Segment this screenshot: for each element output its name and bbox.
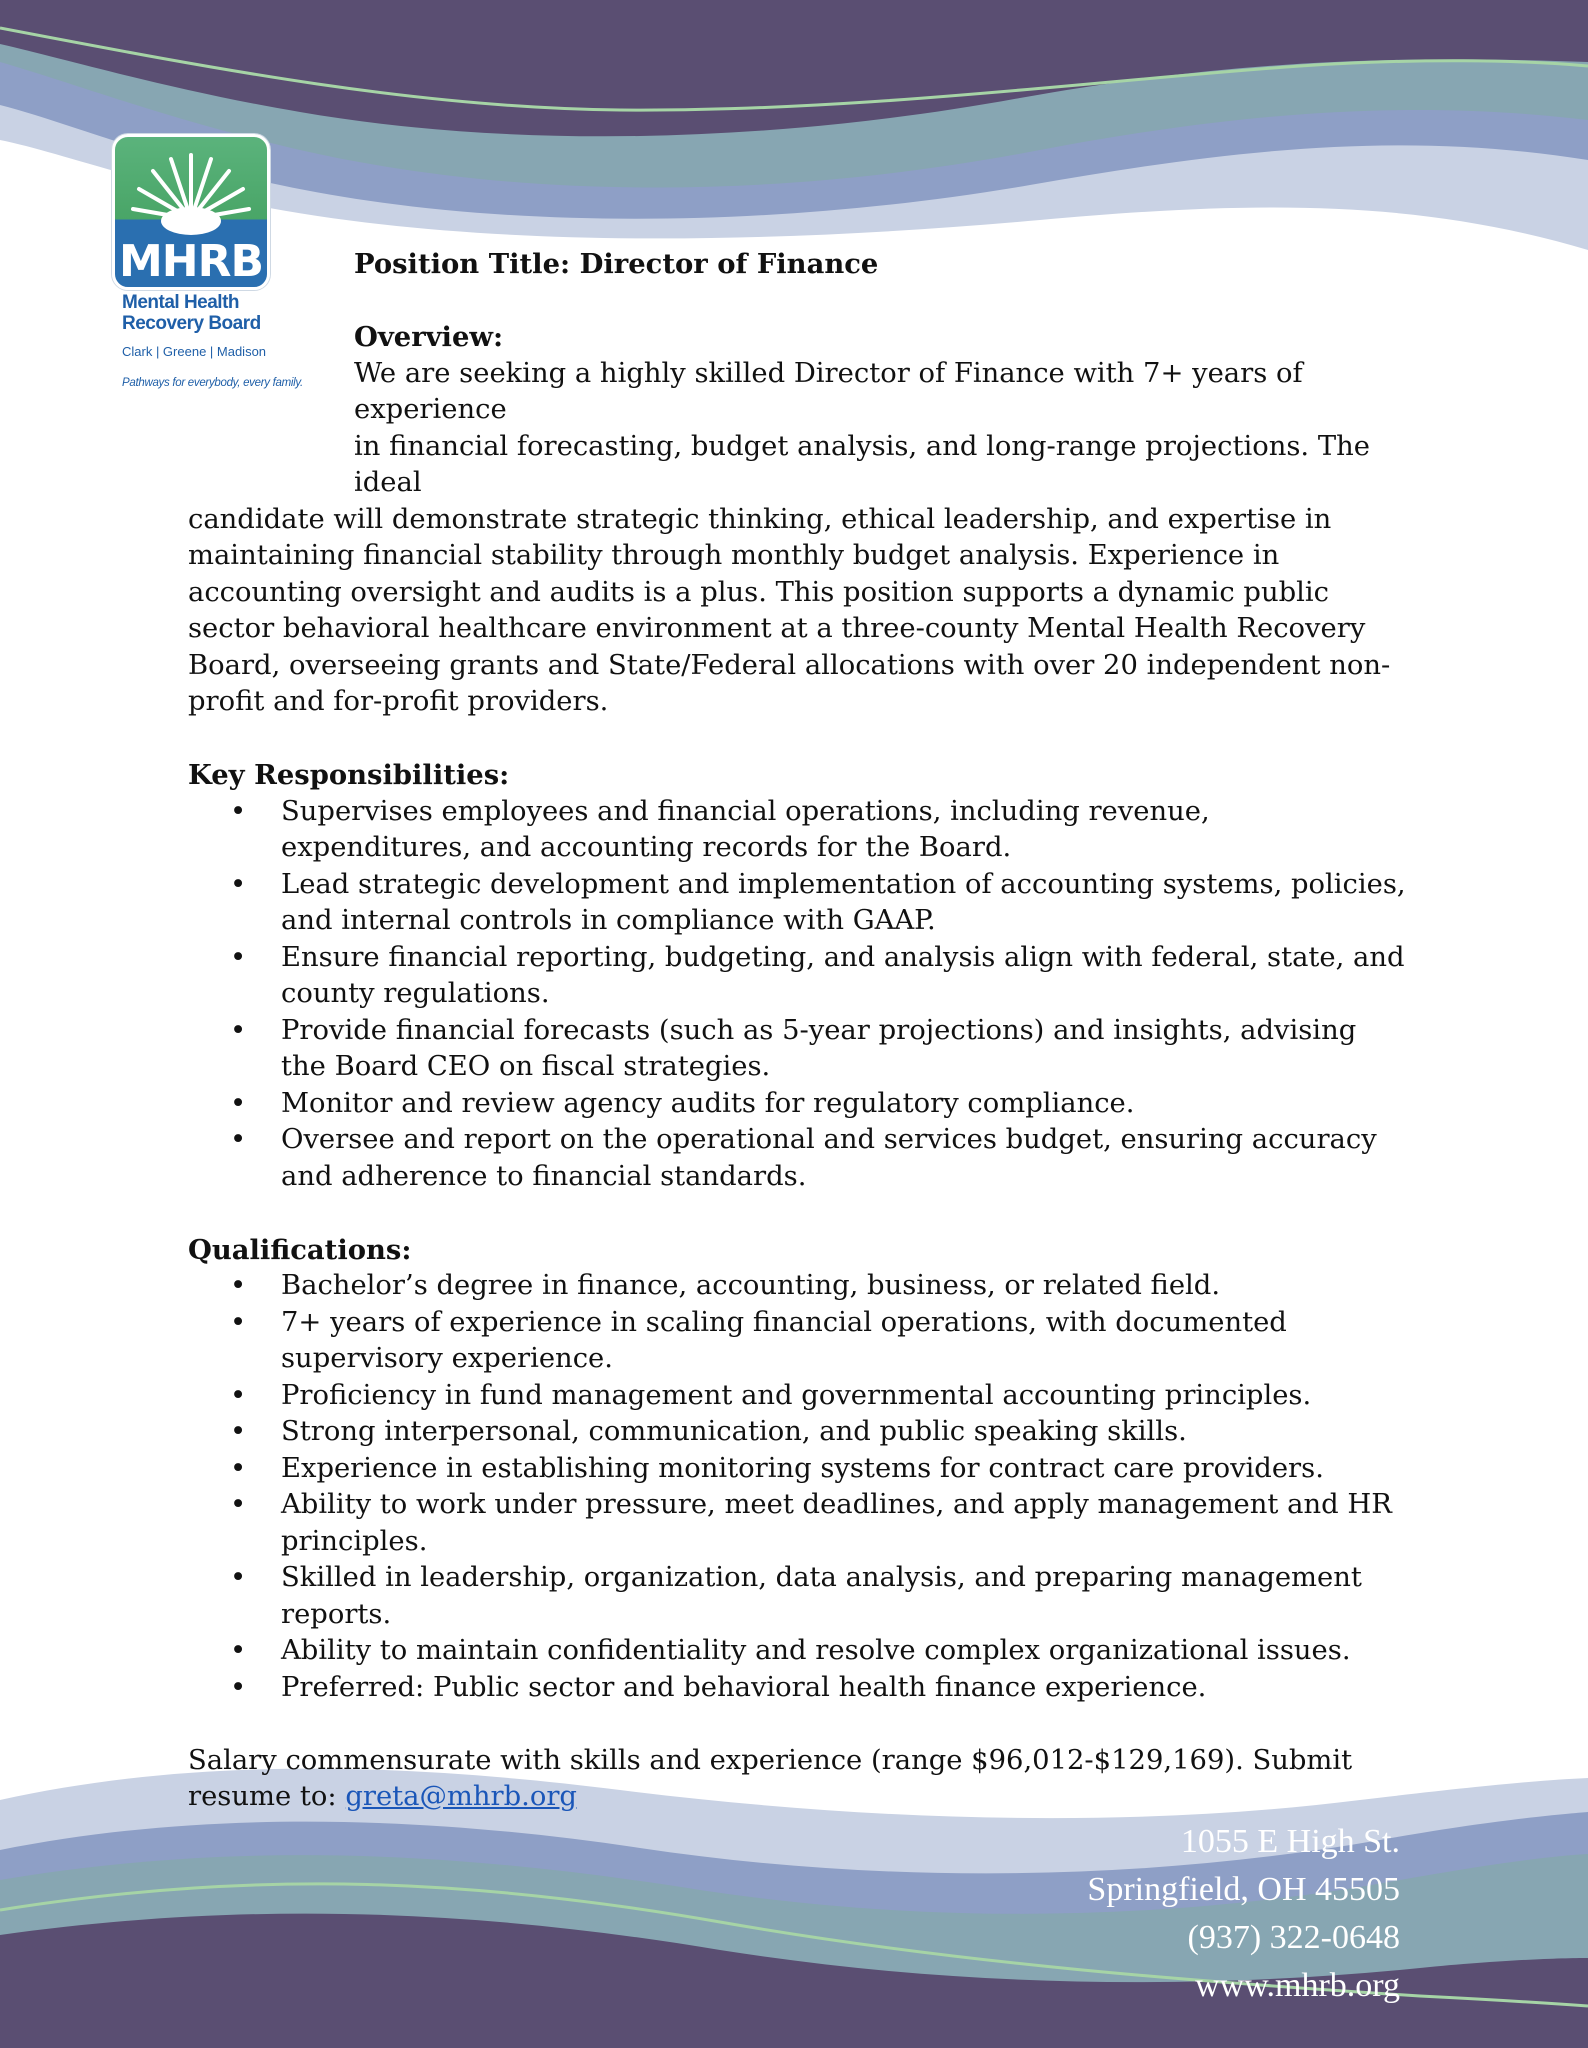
- list-item: • Supervises employees and financial operations, including revenue, expenditures, and accounting records for the Board.: [188, 794, 1406, 867]
- job-posting-body: [188, 246, 1406, 1816]
- list-item: • Ability to maintain confidentiality and resolve complex organizational issues.: [188, 1633, 1406, 1670]
- address-phone: (937) 322-0648: [1187, 1919, 1400, 1956]
- salary-paragraph: [188, 1743, 1406, 1816]
- position-title: Position Title: Director of Finance: [354, 248, 879, 280]
- footer-address: [1087, 1818, 1400, 2010]
- logo-mark-text: MHRB: [118, 236, 264, 287]
- list-item: • Provide financial forecasts (such as 5-year projections) and insights, advising the Board CEO on fiscal strategies.: [188, 1013, 1406, 1086]
- list-item: • Lead strategic development and implementation of accounting systems, policies, and internal controls in compliance with GAAP.: [188, 867, 1406, 940]
- logo-name-line-2: Recovery Board: [122, 313, 261, 334]
- list-item: • Ability to work under pressure, meet deadlines, and apply management and HR principles.: [188, 1487, 1406, 1560]
- qualifications-list: [188, 1268, 1406, 1706]
- list-item: • Preferred: Public sector and behavioral health finance experience.: [188, 1670, 1406, 1707]
- logo-tagline: Pathways for everybody, every family.: [122, 377, 303, 389]
- responsibilities-heading: Key Responsibilities:: [188, 759, 510, 791]
- email-link[interactable]: greta@mhrb.org: [345, 1781, 577, 1812]
- list-item: • Skilled in leadership, organization, data analysis, and preparing management reports.: [188, 1560, 1406, 1633]
- list-item: • Oversee and report on the operational and services budget, ensuring accuracy and adherence to financial standards.: [188, 1122, 1406, 1195]
- qualifications-heading: Qualifications:: [188, 1233, 412, 1266]
- list-item: • Bachelor’s degree in finance, accounting, business, or related field.: [188, 1268, 1406, 1305]
- list-item: • Experience in establishing monitoring systems for contract care providers.: [188, 1451, 1406, 1488]
- list-item: • Proficiency in fund management and governmental accounting principles.: [188, 1378, 1406, 1415]
- list-item: • Strong interpersonal, communication, and public speaking skills.: [188, 1414, 1406, 1451]
- responsibilities-list: [188, 794, 1406, 1196]
- salary-text: Salary commensurate with skills and experience (range $96,012-$129,169). Submit resume to:: [188, 1744, 1353, 1812]
- address-street: 1055 E High St.: [1180, 1823, 1400, 1860]
- list-item: • Monitor and review agency audits for regulatory compliance.: [188, 1086, 1406, 1123]
- overview-line-1: We are seeking a highly skilled Director of Finance with 7+ years of experience: [354, 357, 1303, 425]
- address-website[interactable]: www.mhrb.org: [1195, 1967, 1400, 2004]
- overview-paragraph: candidate will demonstrate strategic thinking, ethical leadership, and expertise in maintaining financial stability through monthly budget analysis. Experience in accounting oversight and audits is a plus. This position supports a dynamic public sector behavioral healthcare environment at a three-county Mental Health Recovery Board, overseeing grants and State/Federal allocations with over 20 independent non-profit and for-profit providers.: [188, 503, 1391, 717]
- overview-line-2: in financial forecasting, budget analysis, and long-range projections. The ideal: [354, 430, 1370, 498]
- logo-counties: Clark | Greene | Madison: [122, 344, 267, 359]
- overview-heading: Overview:: [354, 321, 504, 353]
- logo-name-line-1: Mental Health: [122, 292, 240, 313]
- list-item: • Ensure financial reporting, budgeting, and analysis align with federal, state, and county regulations.: [188, 940, 1406, 1013]
- address-city: Springfield, OH 45505: [1087, 1871, 1400, 1908]
- list-item: • 7+ years of experience in scaling financial operations, with documented supervisory experience.: [188, 1305, 1406, 1378]
